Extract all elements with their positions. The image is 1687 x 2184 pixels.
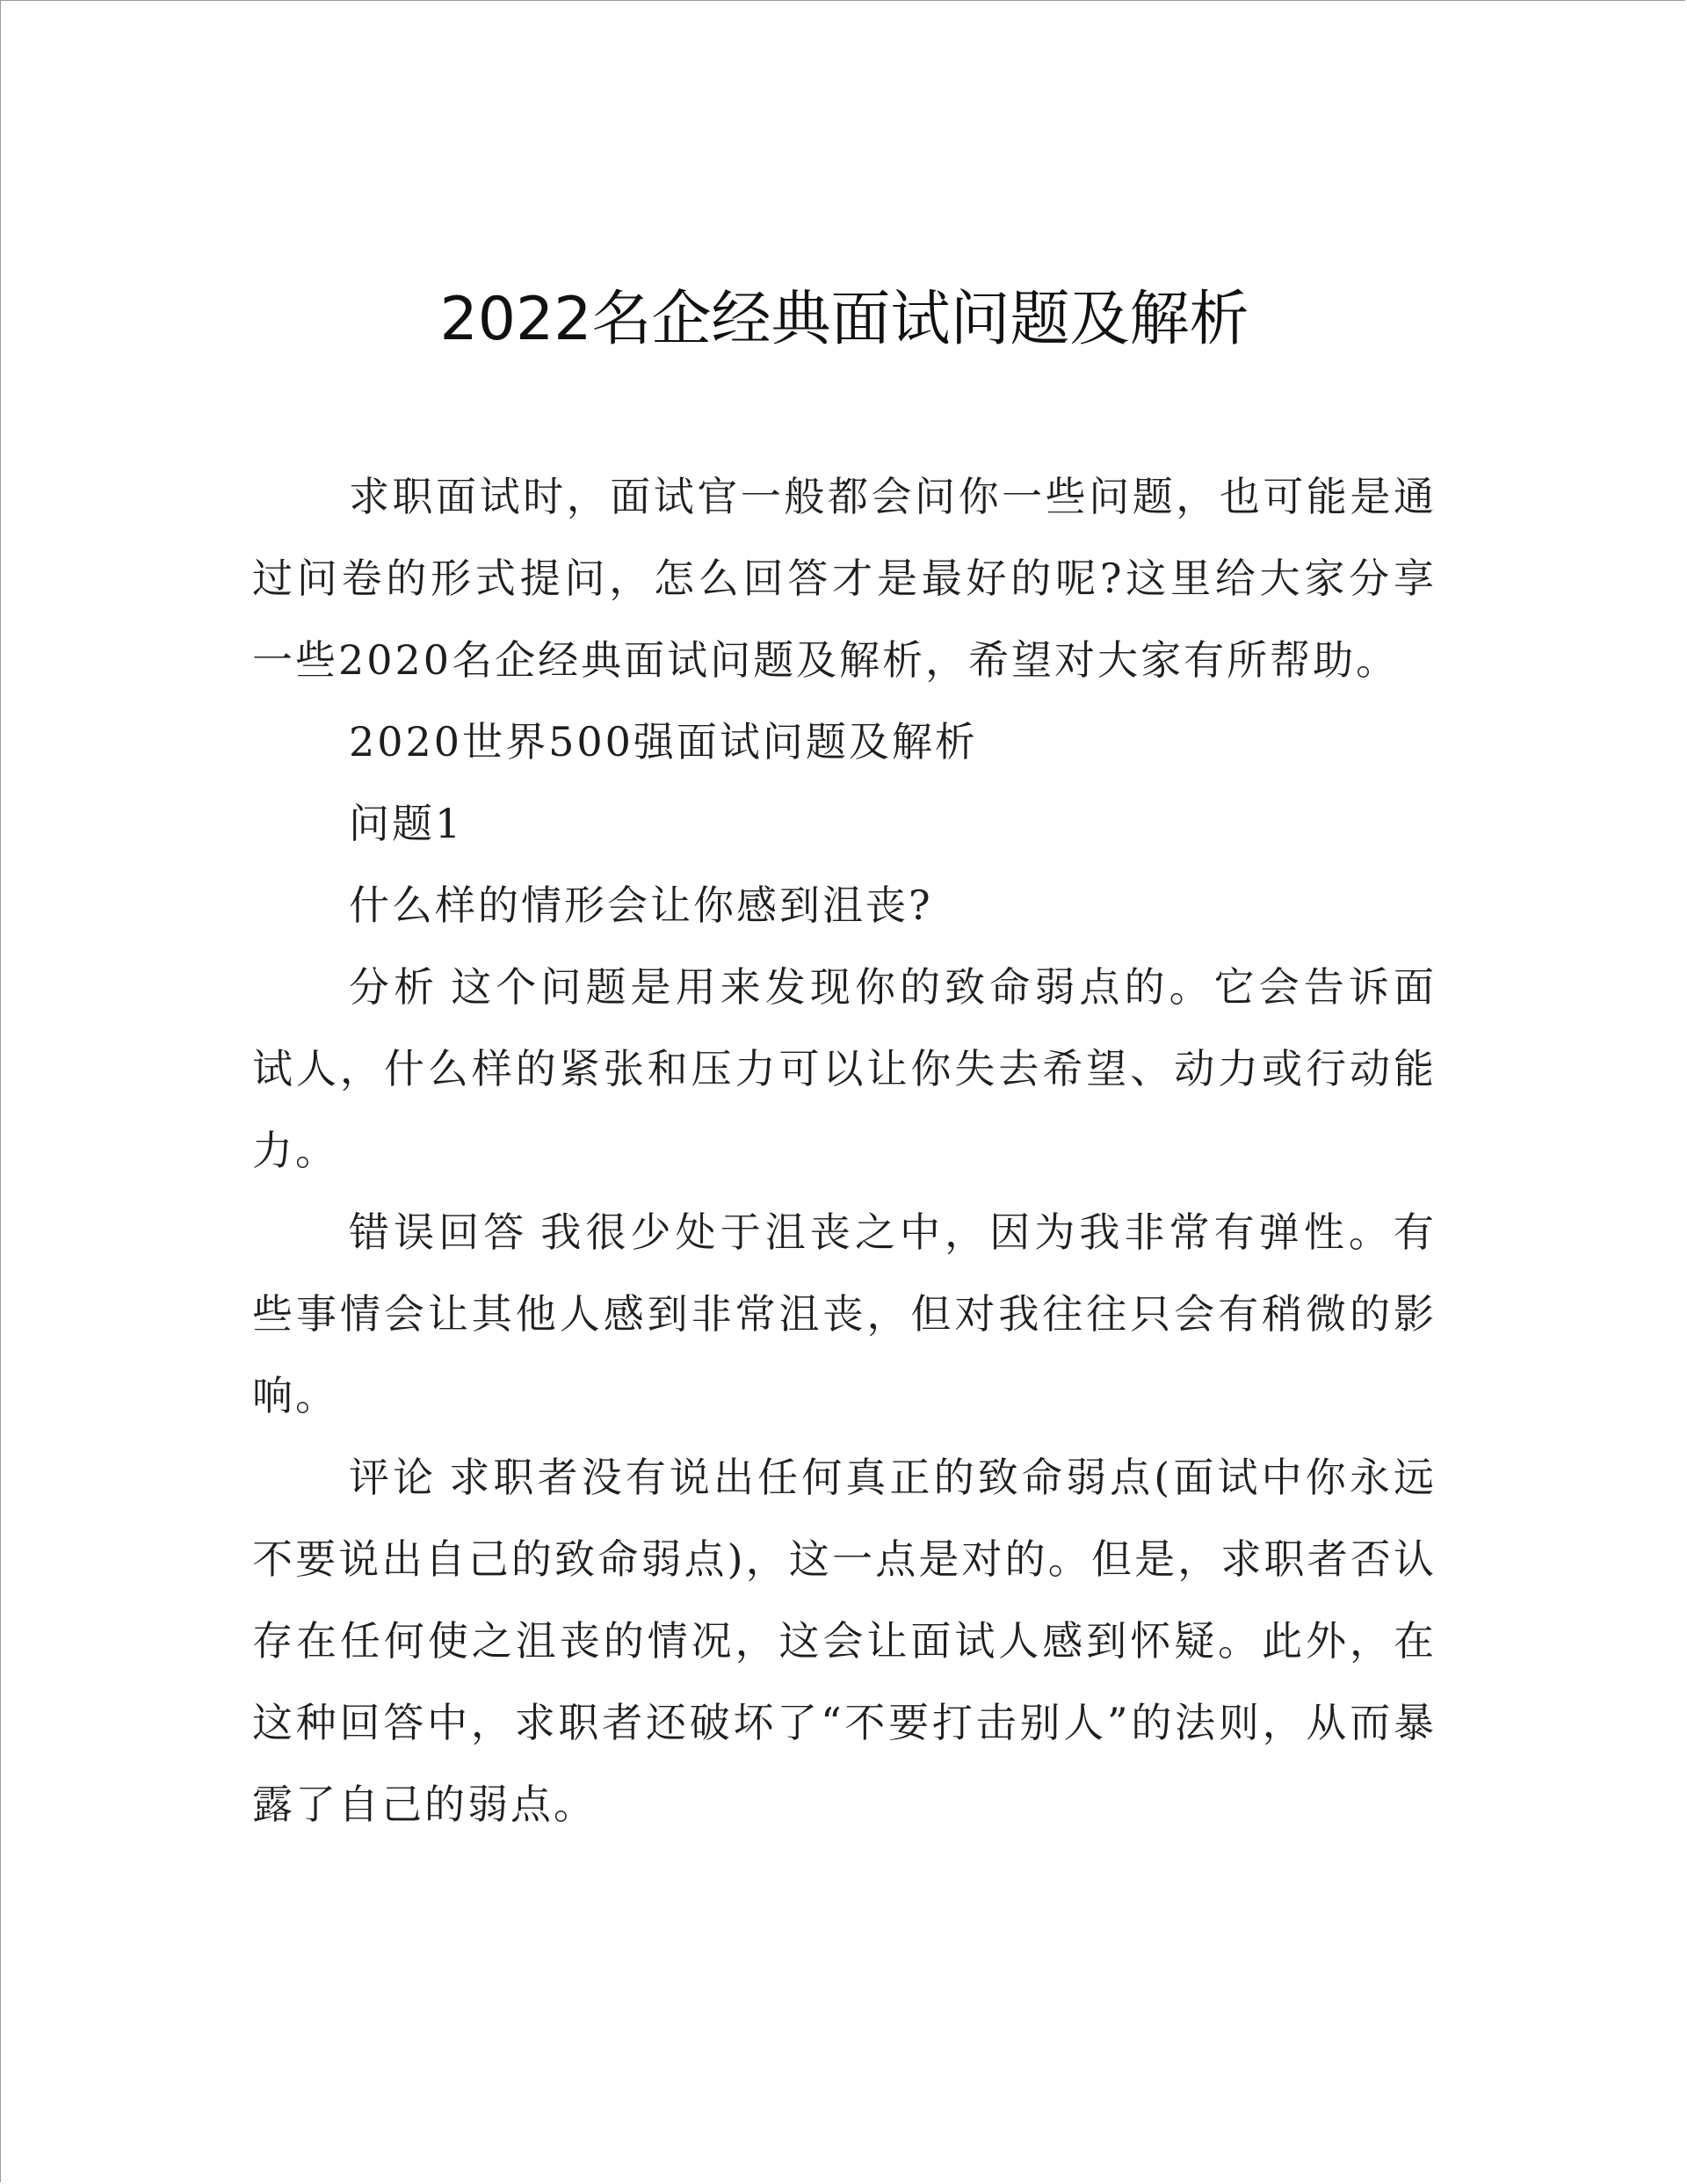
paragraph-label: 评论: [349, 1454, 438, 1501]
paragraph-analysis: [252, 947, 1437, 1192]
paragraph-label: 分析: [349, 963, 439, 1011]
paragraph-comment: [252, 1437, 1437, 1846]
paragraph-question: [252, 865, 1437, 947]
paragraph-text: 问题1: [349, 800, 464, 847]
paragraph-text: 求职者没有说出任何真正的致命弱点(面试中你永远不要说出自己的致命弱点)，这一点是对的。但是，求职者否认存在任何使之沮丧的情况，这会让面试人感到怀疑。此外，在这种回答中，求职者还破坏了“不要打击别人”的法则，从而暴露了自己的弱点。: [252, 1454, 1437, 1828]
paragraph-intro: [252, 456, 1437, 701]
paragraph-wrong-answer: [252, 1192, 1437, 1437]
paragraph-section-heading: [252, 701, 1437, 783]
paragraph-label: 错误回答: [349, 1208, 529, 1256]
document-title: 2022名企经典面试问题及解析: [439, 285, 1249, 354]
paragraph-question-number: [252, 783, 1437, 865]
document-body: [252, 456, 1437, 1846]
paragraph-text: 2020世界500强面试问题及解析: [349, 718, 978, 765]
paragraph-text: 这个问题是用来发现你的致命弱点的。它会告诉面试人，什么样的紧张和压力可以让你失去希望、动力或行动能力。: [252, 963, 1437, 1174]
paragraph-text: 我很少处于沮丧之中，因为我非常有弹性。有些事情会让其他人感到非常沮丧，但对我往往只会有稍微的影响。: [252, 1208, 1437, 1419]
paragraph-text: 求职面试时，面试官一般都会问你一些问题，也可能是通过问卷的形式提问，怎么回答才是最好的呢?这里给大家分享一些2020名企经典面试问题及解析，希望对大家有所帮助。: [252, 473, 1437, 684]
paragraph-text: 什么样的情形会让你感到沮丧?: [349, 882, 933, 929]
